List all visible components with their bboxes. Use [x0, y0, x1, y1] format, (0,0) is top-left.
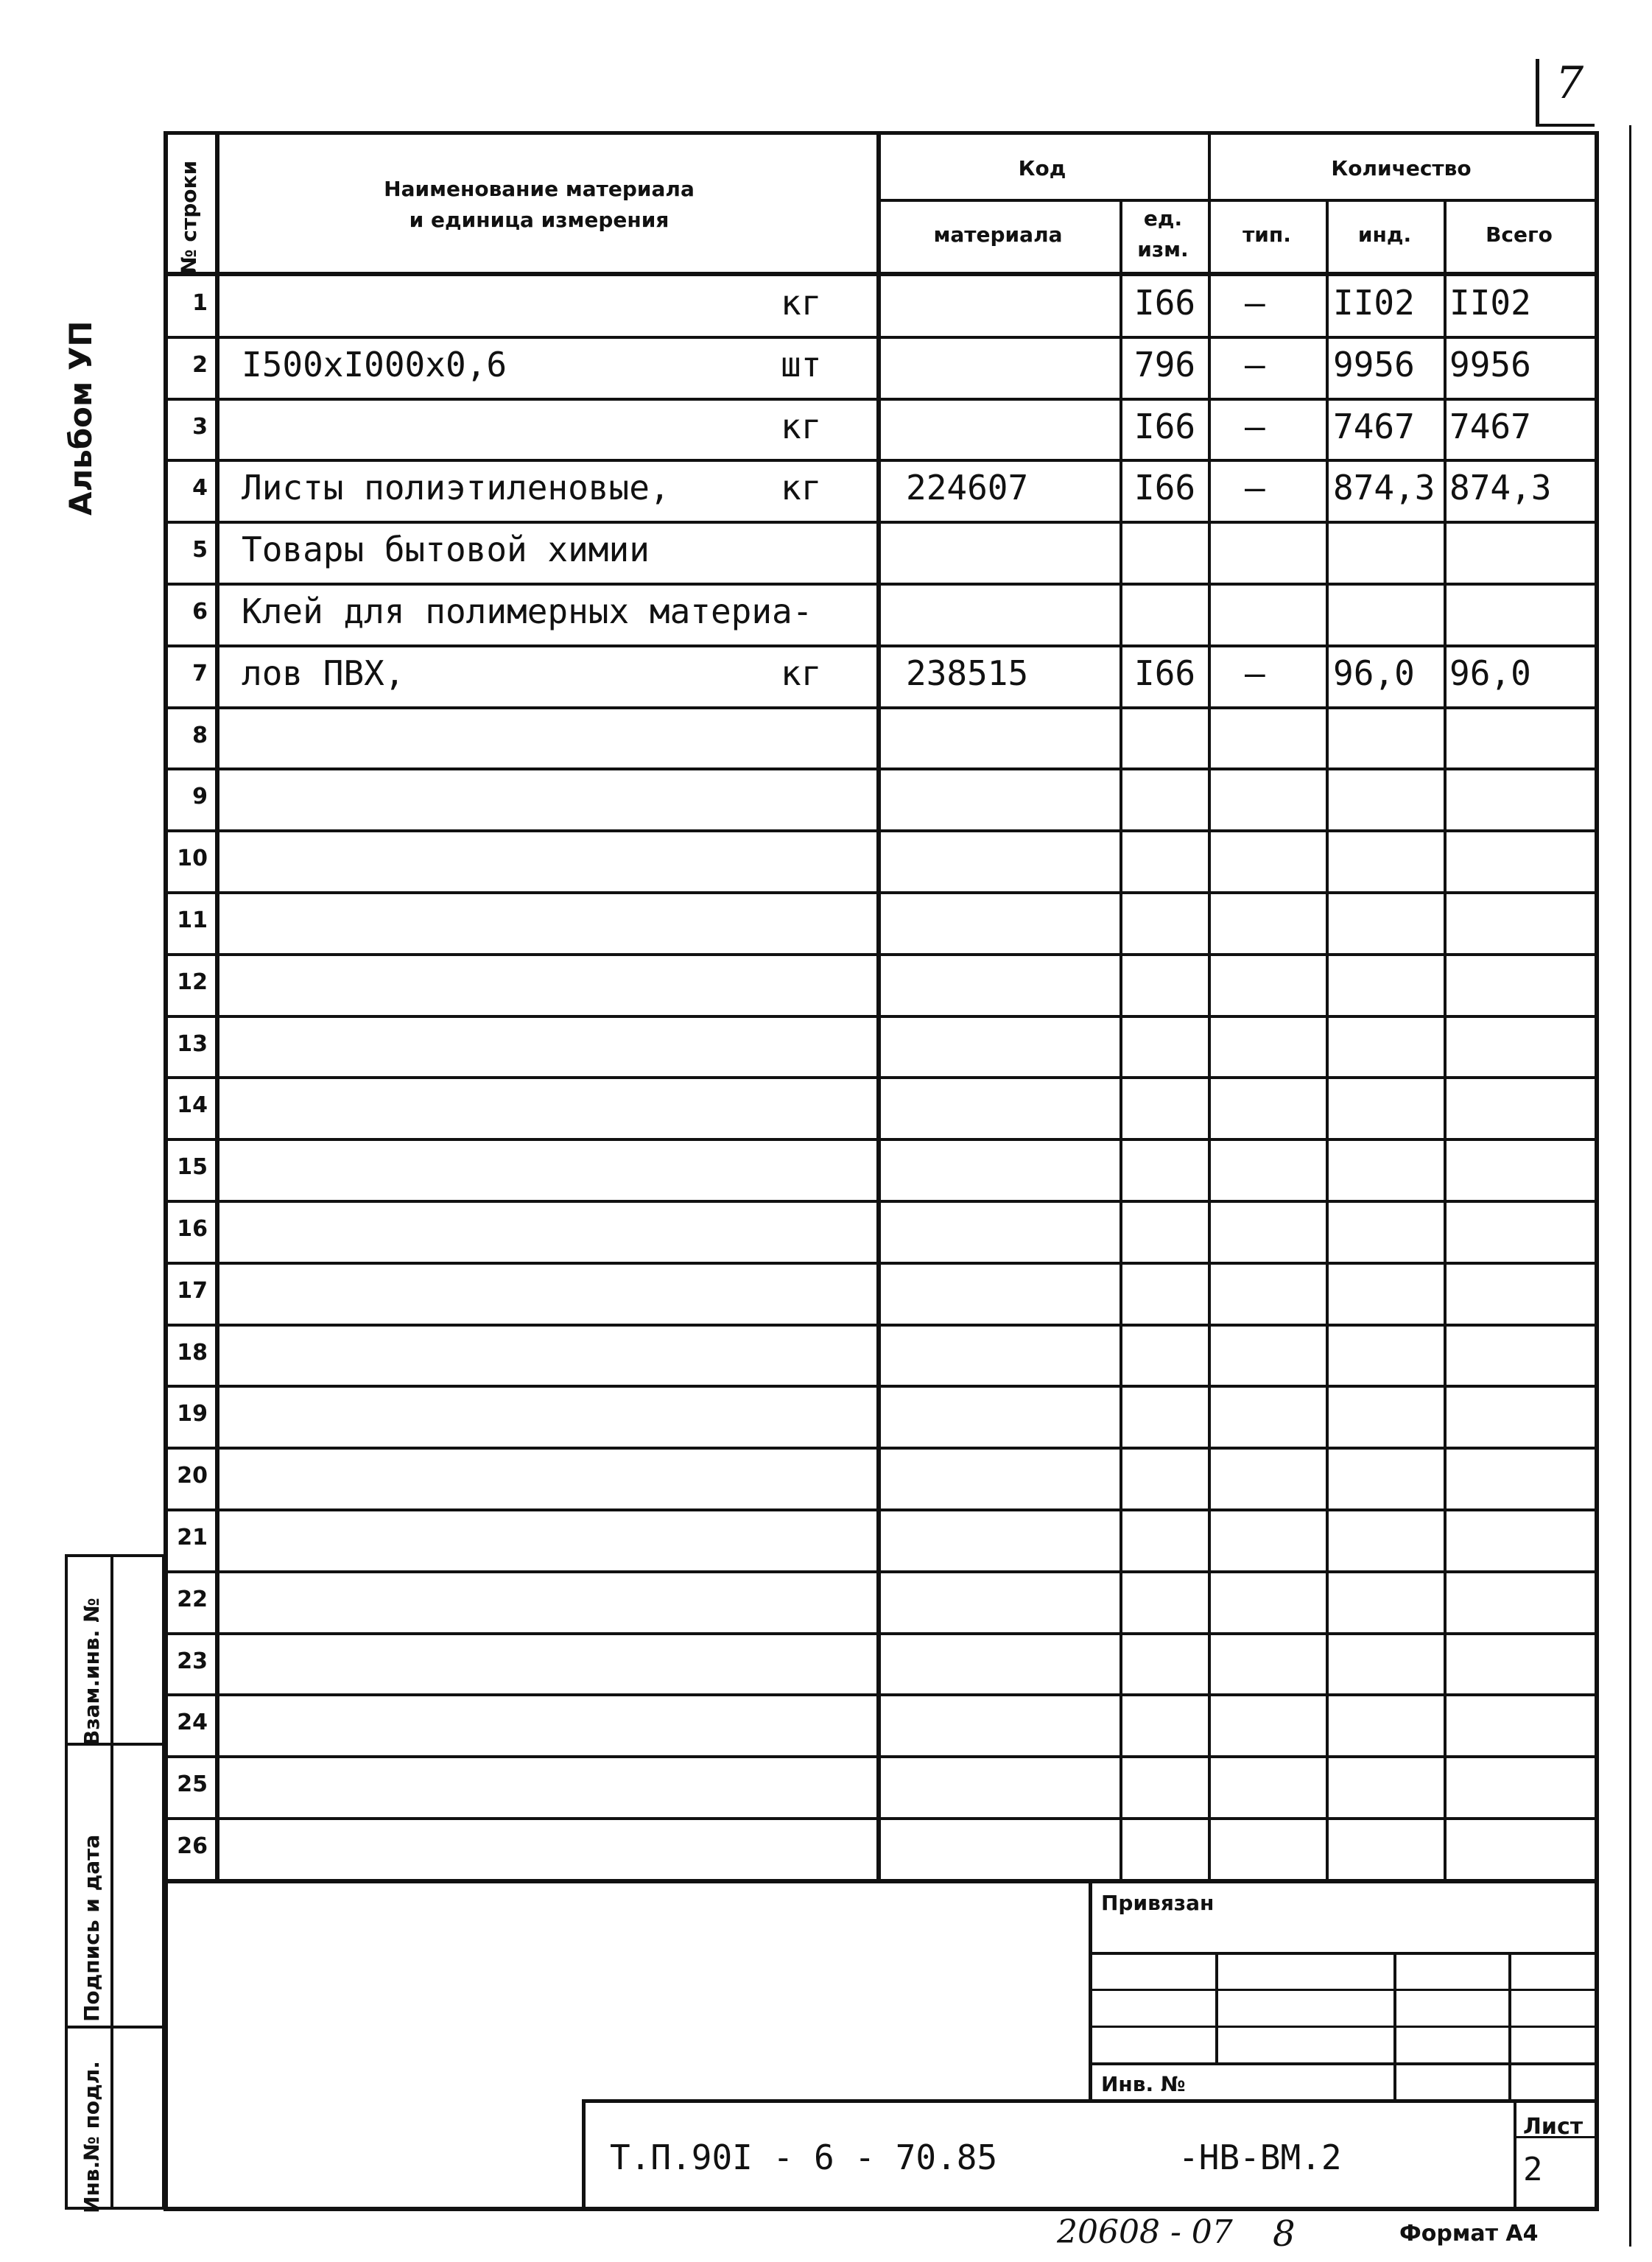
row-number: 19 — [177, 1401, 208, 1427]
row-ind: 9956 — [1333, 344, 1415, 384]
tb-sig-row-2 — [1089, 2026, 1595, 2028]
row-number: 18 — [177, 1339, 208, 1366]
row-number: 13 — [177, 1030, 208, 1057]
row-ind: II02 — [1333, 283, 1415, 323]
row-number: 20 — [177, 1463, 208, 1489]
footer-page: 8 — [1273, 2213, 1296, 2255]
row-name: I500xI000x0,6 — [242, 344, 507, 384]
header-group-divider — [876, 199, 1595, 202]
tb-doc-left — [582, 2099, 586, 2210]
sheet-label: Лист — [1523, 2114, 1584, 2140]
row-divider — [164, 1755, 1595, 1758]
row-ind: 96,0 — [1333, 653, 1415, 693]
row-divider — [164, 1817, 1595, 1820]
row-total: 874,3 — [1449, 468, 1552, 508]
row-number: 3 — [192, 413, 208, 440]
row-number: 6 — [192, 599, 208, 625]
tb-privyazan-left — [1089, 1880, 1092, 2101]
row-number: 21 — [177, 1525, 208, 1550]
document-suffix: -НВ-ВМ.2 — [1178, 2138, 1342, 2177]
header-tip: тип. — [1242, 222, 1291, 247]
row-name: Клей для полимерных материа- — [242, 591, 813, 631]
header-row-no: № строки — [177, 160, 201, 274]
row-unit: кг — [781, 406, 822, 446]
page-number-box-left — [1536, 59, 1539, 125]
row-unit: шт — [781, 344, 822, 384]
row-divider — [164, 829, 1595, 832]
document-code: Т.П.90I - 6 - 70.85 — [610, 2138, 998, 2177]
column-line-6 — [1444, 199, 1447, 1882]
row-unit: кг — [781, 653, 822, 693]
row-name: Товары бытовой химии — [242, 530, 650, 570]
row-divider — [164, 398, 1595, 401]
row-tip: – — [1245, 344, 1265, 384]
stamp-inner-divider — [110, 1554, 113, 2210]
row-divider — [164, 1324, 1595, 1327]
row-number: 1 — [192, 290, 208, 316]
row-number: 14 — [177, 1092, 208, 1119]
row-divider — [164, 1570, 1595, 1573]
header-total: Всего — [1486, 222, 1553, 247]
row-tip: – — [1245, 283, 1265, 323]
row-divider — [164, 1693, 1595, 1696]
row-total: 9956 — [1449, 344, 1531, 384]
row-divider — [164, 459, 1595, 462]
header-unit-line2: изм. — [1137, 237, 1189, 261]
inv-no-label: Инв. № — [1101, 2072, 1186, 2096]
row-number: 2 — [192, 351, 208, 378]
row-tip: – — [1245, 653, 1265, 693]
row-number: 12 — [177, 969, 208, 995]
row-ind: 874,3 — [1333, 468, 1435, 508]
stamp-vzam: Взам.инв. № — [80, 1598, 104, 1746]
row-number: 23 — [177, 1648, 208, 1674]
row-divider — [164, 521, 1595, 524]
header-ind: инд. — [1357, 222, 1412, 247]
tb-sheet-left — [1514, 2099, 1516, 2210]
row-number: 4 — [192, 475, 208, 502]
row-divider — [164, 1385, 1595, 1388]
tb-sig-row-3 — [1089, 2062, 1595, 2065]
row-divider — [164, 336, 1595, 339]
row-divider — [164, 768, 1595, 770]
frame-bottom-border — [164, 2207, 1595, 2211]
header-material: материала — [933, 222, 1063, 247]
column-line-5 — [1326, 199, 1329, 1882]
privyazan-label: Привязан — [1101, 1891, 1215, 1915]
row-total: II02 — [1449, 283, 1531, 323]
row-ind: 7467 — [1333, 406, 1415, 446]
tb-sig-row-1 — [1089, 1989, 1595, 1991]
row-number: 8 — [192, 722, 208, 748]
row-divider — [164, 953, 1595, 956]
header-name-line1: Наименование материала — [384, 177, 695, 201]
row-divider — [164, 1138, 1595, 1141]
footer-format: Формат А4 — [1399, 2221, 1539, 2247]
column-line-7 — [1595, 131, 1599, 1882]
row-number: 15 — [177, 1154, 208, 1181]
row-divider — [164, 583, 1595, 586]
row-divider — [164, 891, 1595, 894]
column-line-3 — [1120, 199, 1122, 1882]
row-material-code: 238515 — [906, 653, 1029, 693]
row-material-code: 224607 — [906, 468, 1029, 508]
column-line-2 — [876, 131, 881, 1882]
row-number: 10 — [177, 846, 208, 872]
row-unit-code: I66 — [1134, 406, 1196, 446]
header-quantity: Количество — [1331, 156, 1472, 180]
page-number: 7 — [1556, 57, 1584, 109]
row-tip: – — [1245, 406, 1265, 446]
row-unit-code: I66 — [1134, 653, 1196, 693]
row-total: 96,0 — [1449, 653, 1531, 693]
row-number: 16 — [177, 1216, 208, 1242]
album-label: Альбом УП — [63, 320, 99, 516]
row-divider — [164, 706, 1595, 709]
row-unit: кг — [781, 468, 822, 508]
row-divider — [164, 1200, 1595, 1203]
column-line-4 — [1208, 131, 1211, 1882]
row-number: 26 — [177, 1833, 208, 1859]
row-divider — [164, 644, 1595, 647]
row-divider — [164, 1262, 1595, 1265]
row-divider — [164, 1632, 1595, 1635]
row-unit-code: 796 — [1134, 344, 1196, 384]
tb-privyazan-bottom — [1089, 1952, 1595, 1955]
row-unit-code: I66 — [1134, 468, 1196, 508]
row-number: 7 — [192, 660, 208, 686]
page-number-box-bottom — [1536, 124, 1595, 127]
row-divider — [164, 1076, 1595, 1079]
tb-doc-top — [582, 2099, 1595, 2103]
row-number: 22 — [177, 1586, 208, 1612]
row-tip: – — [1245, 468, 1265, 508]
row-divider — [164, 1508, 1595, 1511]
row-name: Листы полиэтиленовые, — [242, 468, 670, 508]
row-number: 25 — [177, 1771, 208, 1798]
row-total: 7467 — [1449, 406, 1531, 446]
column-line-1 — [215, 131, 219, 1882]
row-number: 24 — [177, 1710, 208, 1736]
row-number: 17 — [177, 1277, 208, 1304]
row-divider — [164, 1015, 1595, 1018]
row-number: 11 — [177, 907, 208, 933]
stamp-podpis: Подпись и дата — [80, 1834, 104, 2022]
sheet-number: 2 — [1523, 2151, 1543, 2188]
stamp-inv-podl: Инв.№ подл. — [80, 2061, 104, 2213]
footer-handwritten-number: 20608 - 07 — [1057, 2213, 1233, 2251]
row-number: 9 — [192, 784, 208, 810]
row-unit: кг — [781, 283, 822, 323]
header-code: Код — [1018, 156, 1066, 180]
row-divider — [164, 1447, 1595, 1450]
tb-sig-col-1 — [1215, 1952, 1218, 2062]
row-number: 5 — [192, 537, 208, 563]
header-name-line2: и единица измерения — [409, 208, 669, 232]
row-name: лов ПВХ, — [242, 653, 405, 693]
frame-right-edge — [1629, 125, 1631, 2247]
frame-right-lower — [1595, 1879, 1599, 2211]
row-unit-code: I66 — [1134, 283, 1196, 323]
header-unit-line1: ед. — [1143, 206, 1183, 231]
